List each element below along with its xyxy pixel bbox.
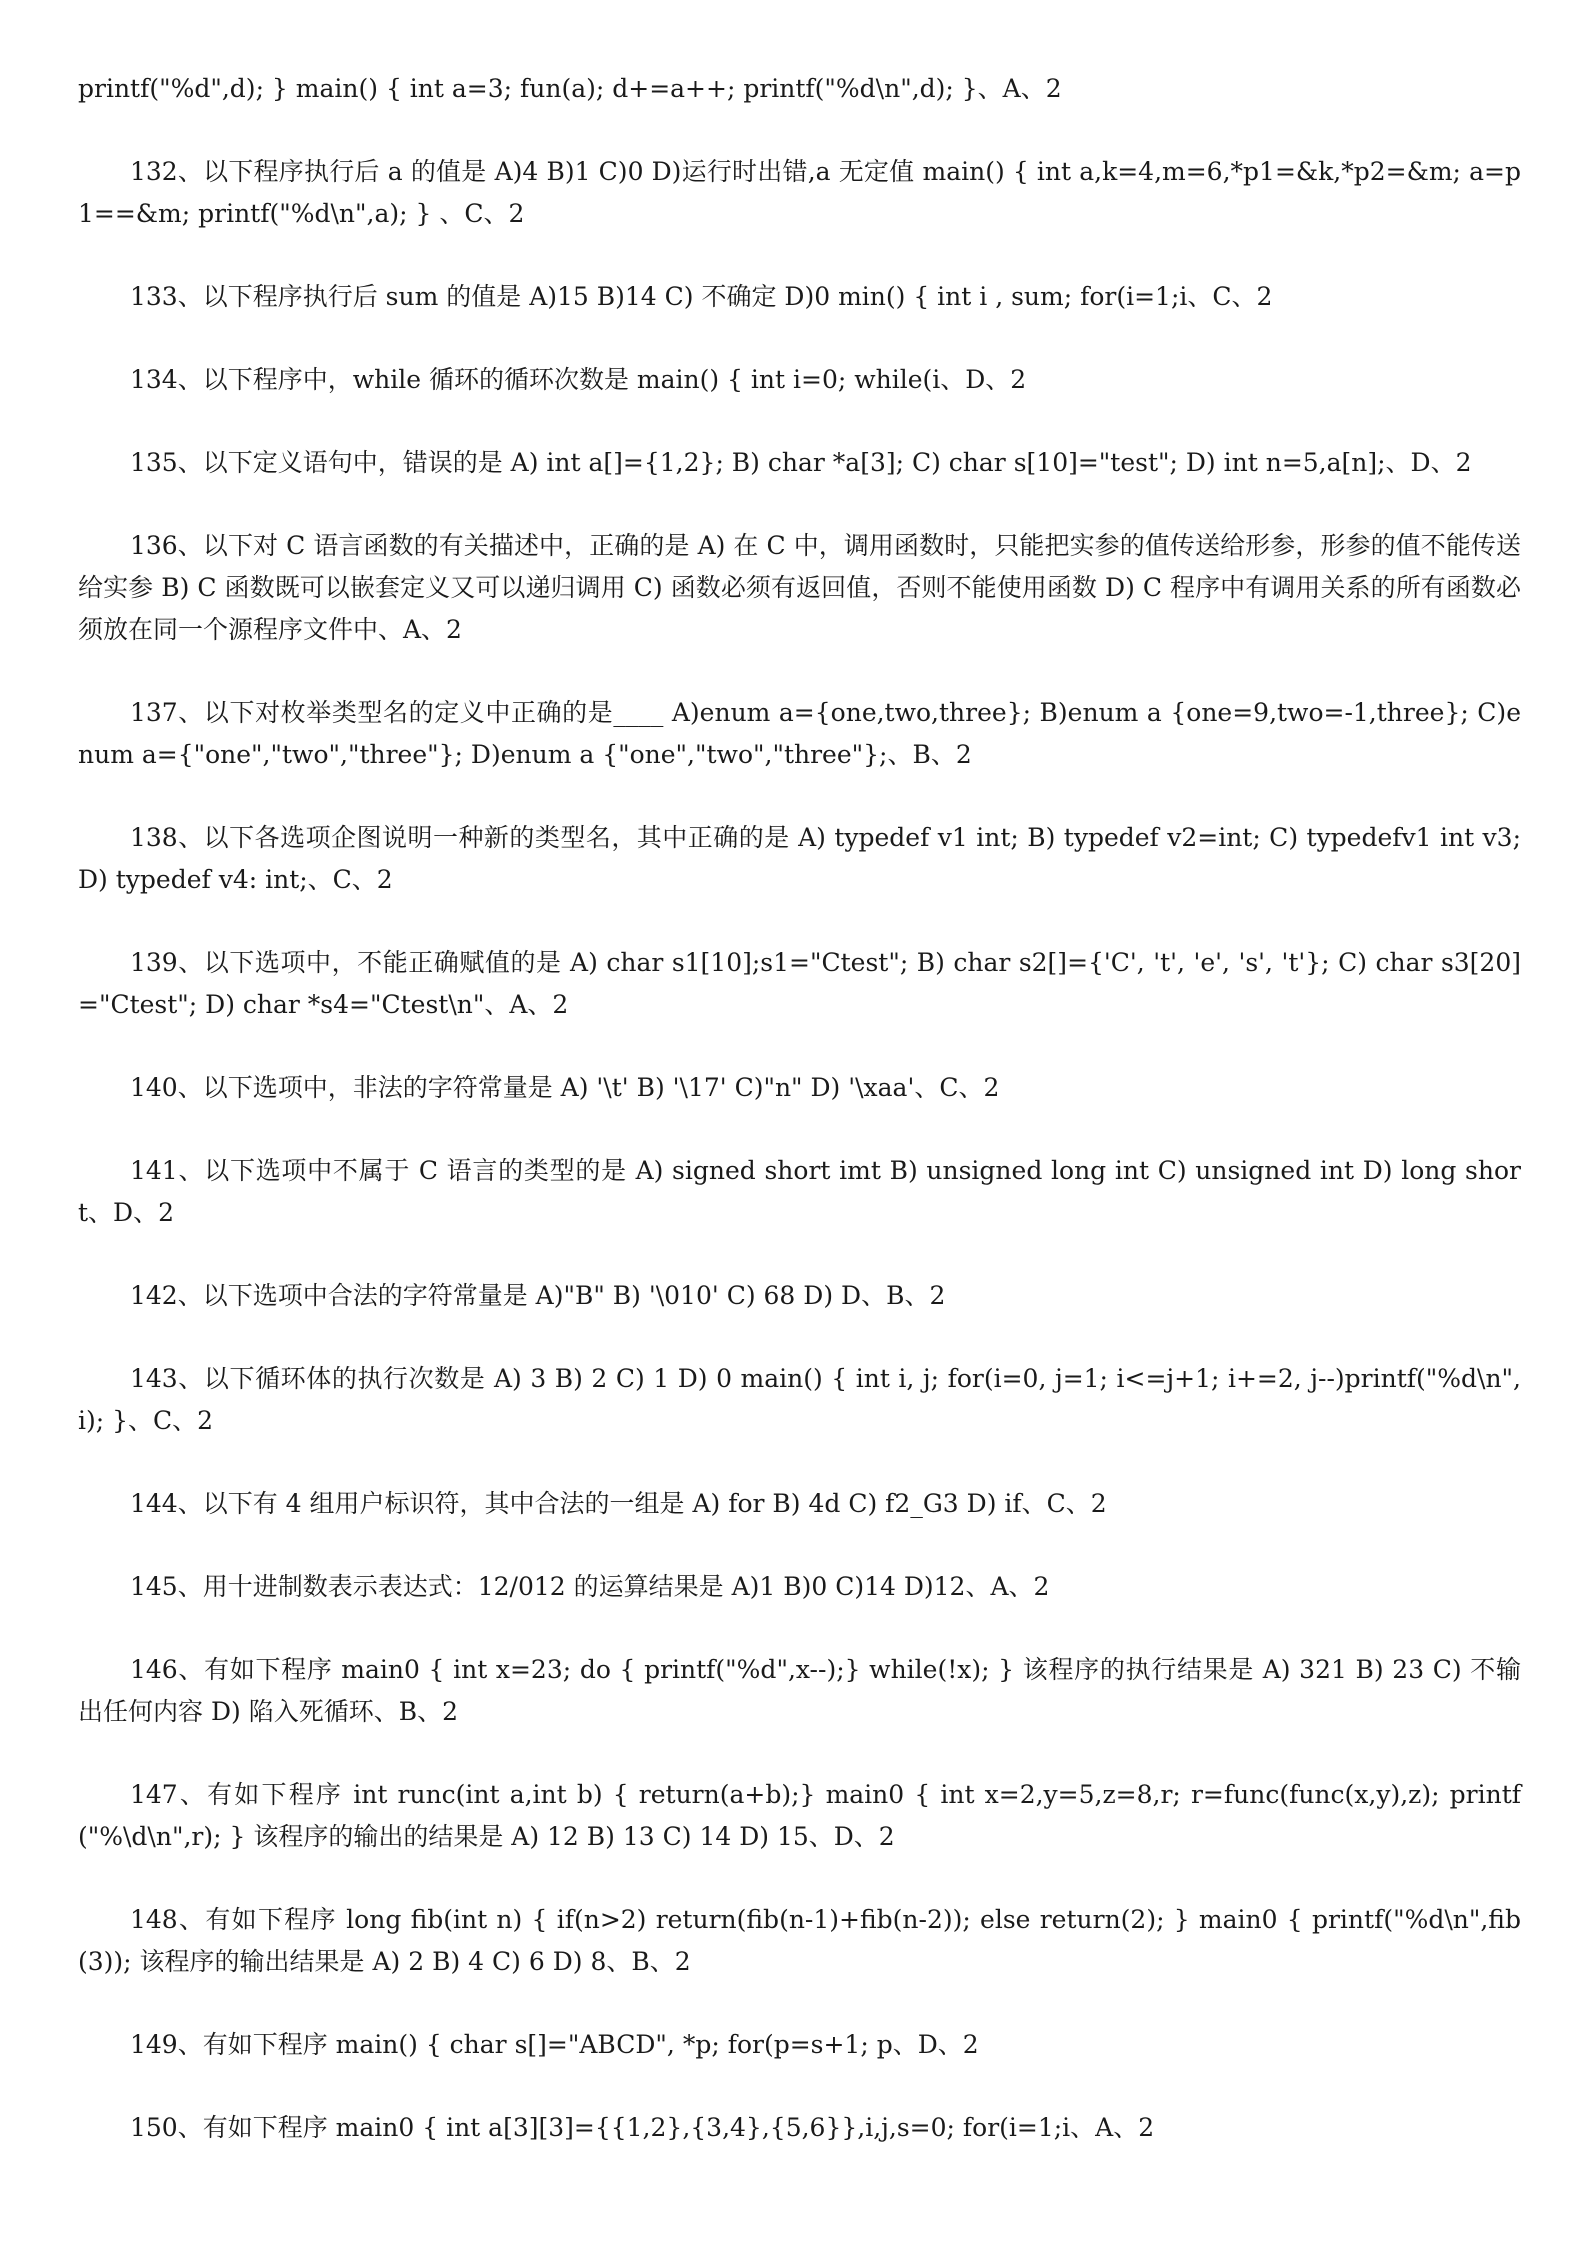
- question-150: 150、有如下程序 main0 { int a[3][3]={{1,2},{3,4},{5,6}},i,j,s=0; for(i=1;i、A、2: [130, 2113, 1155, 2142]
- question-133: 133、以下程序执行后 sum 的值是 A)15 B)14 C) 不确定 D)0 min() { int i , sum; for(i=1;i、C、2: [130, 282, 1273, 311]
- question-132: 132、以下程序执行后 a 的值是 A)4 B)1 C)0 D)运行时出错,a 无定值 main() { int a,k=4,m=6,*p1=&k,*p2=&m; a=p1==&m; printf("%d\n",a); } 、C、2: [78, 157, 1521, 228]
- question-143: 143、以下循环体的执行次数是 A) 3 B) 2 C) 1 D) 0 main() { int i, j; for(i=0, j=1; i<=j+1; i+=2, j--)printf("%d\n",i); }、C、2: [78, 1364, 1521, 1435]
- question-148: 148、有如下程序 long fib(int n) { if(n>2) return(fib(n-1)+fib(n-2)); else return(2); } main0 { printf("%d\n",fib(3)); 该程序的输出结果是 A) 2 B) 4 C) 6 D) 8、B、2: [78, 1905, 1521, 1976]
- question-141: 141、以下选项中不属于 C 语言的类型的是 A) signed short imt B) unsigned long int C) unsigned int D) long short、D、2: [78, 1156, 1521, 1227]
- question-147: 147、有如下程序 int runc(int a,int b) { return(a+b);} main0 { int x=2,y=5,z=8,r; r=func(func(x,y),z); printf("%\d\n",r); } 该程序的输出的结果是 A) 12 B) 13 C) 14 D) 15、D、2: [78, 1780, 1521, 1851]
- question-135: 135、以下定义语句中，错误的是 A) int a[]={1,2}; B) char *a[3]; C) char s[10]="test"; D) int n=5,a[n];、D、2: [130, 448, 1472, 477]
- question-137: 137、以下对枚举类型名的定义中正确的是____ A)enum a={one,two,three}; B)enum a {one=9,two=-1,three}; C)enum a={"one","two","three"}; D)enum a {"one","two","three"};、B、2: [78, 698, 1521, 769]
- question-134: 134、以下程序中，while 循环的循环次数是 main() { int i=0; while(i、D、2: [130, 365, 1027, 394]
- question-140: 140、以下选项中，非法的字符常量是 A) '\t' B) '\17' C)"n" D) '\xaa'、C、2: [130, 1073, 1000, 1102]
- question-142: 142、以下选项中合法的字符常量是 A)"B" B) '\010' C) 68 D) D、B、2: [130, 1281, 946, 1310]
- question-149: 149、有如下程序 main() { char s[]="ABCD", *p; for(p=s+1; p、D、2: [130, 2030, 979, 2059]
- question-139: 139、以下选项中，不能正确赋值的是 A) char s1[10];s1="Ctest"; B) char s2[]={'C', 't', 'e', 's', 't'}; C) char s3[20]="Ctest"; D) char *s4="Ctest\n"、A、2: [78, 948, 1521, 1019]
- question-144: 144、以下有 4 组用户标识符，其中合法的一组是 A) for B) 4d C) f2_G3 D) if、C、2: [130, 1489, 1107, 1518]
- question-136: 136、以下对 C 语言函数的有关描述中，正确的是 A) 在 C 中，调用函数时，只能把实参的值传送给形参，形参的值不能传送给实参 B) C 函数既可以嵌套定义又可以递归调用 C) 函数必须有返回值，否则不能使用函数 D) C 程序中有调用关系的所有函数必须放在同一个源程序文件中、A、2: [78, 531, 1521, 644]
- question-138: 138、以下各选项企图说明一种新的类型名，其中正确的是 A) typedef v1 int; B) typedef v2=int; C) typedefv1 int v3; D) typedef v4: int;、C、2: [78, 823, 1521, 894]
- question-145: 145、用十进制数表示表达式：12/012 的运算结果是 A)1 B)0 C)14 D)12、A、2: [130, 1572, 1050, 1601]
- paragraph-continuation: printf("%d",d); } main() { int a=3; fun(a); d+=a++; printf("%d\n",d); }、A、2: [78, 74, 1062, 103]
- question-146: 146、有如下程序 main0 { int x=23; do { printf("%d",x--);} while(!x); } 该程序的执行结果是 A) 321 B) 23 C) 不输出任何内容 D) 陷入死循环、B、2: [78, 1655, 1521, 1726]
